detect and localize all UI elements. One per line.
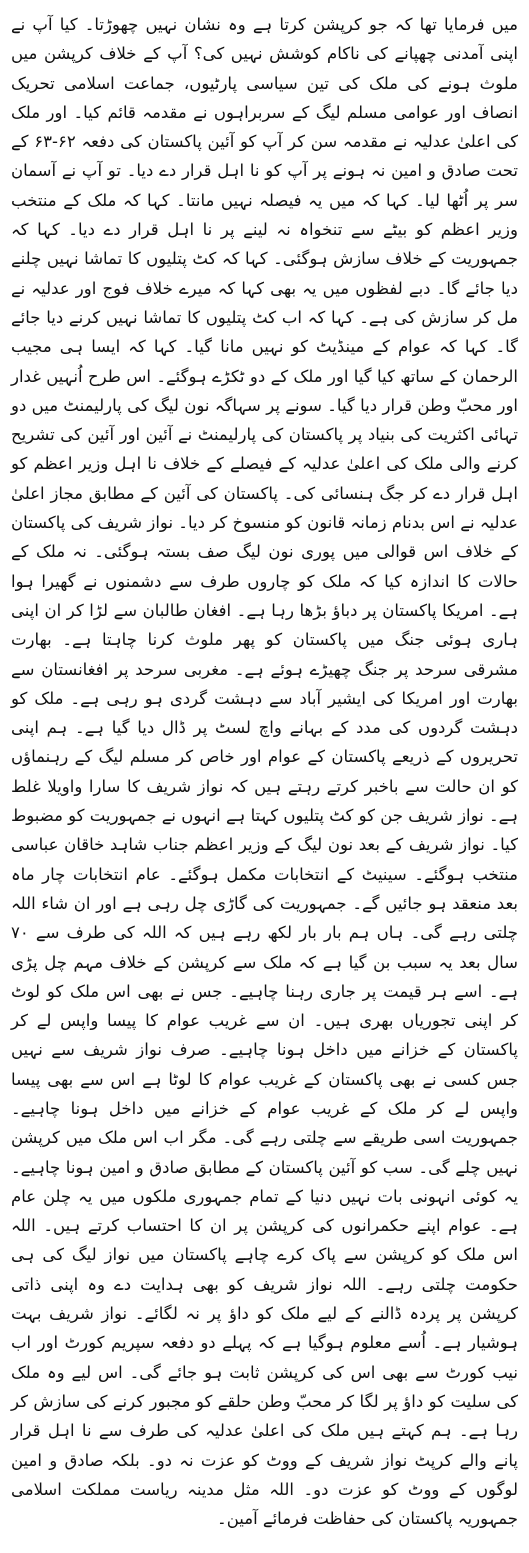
article-body: میں فرمایا تھا کہ جو کرپشن کرتا ہے وہ نشان نہیں چھوڑتا۔ کیا آپ نے اپنی آمدنی چھپانے کی ناکام کوشش نہیں کی؟ آپ کے خلاف کرپشن میں ملوث ہونے کی ملک کی تین سیاسی پارٹیوں، جماعت اسلامی تحریک انصاف اور عوامی مسلم لیگ کے سربراہوں نے مقدمہ قائم کیا۔ اور ملک کی اعلیٰ عدلیہ نے مقدمہ سن کر آپ کو آئین پاکستان کی دفعہ ۶۲-۶۳ کے تحت صادق و امین نہ ہونے پر آپ کو نا اہل قرار دے دیا۔ تو آپ نے آسمان سر پر اُٹھا لیا۔ کہا کہ میں یہ فیصلہ نہیں مانتا۔ کہا کہ ملک کے منتخب وزیر اعظم کو بیٹے سے تنخواہ نہ لینے پر نا اہل قرار دے دیا۔ کہا کہ جمہوریت کے خلاف سازش ہوگئی۔ کہا کہ کٹ پتلیوں کا تماشا نہیں چلنے دیا جائے گا۔ دبے لفظوں میں یہ بھی کہا کہ میرے خلاف فوج اور عدلیہ نے مل کر سازش کی ہے۔ کہا کہ اب کٹ پتلیوں کا تماشا نہیں کرنے دیا جائے گا۔ کہا کہ عوام کے مینڈیٹ کو نہیں مانا گیا۔ کہا کہ ایسا ہی مجیب الرحمان کے ساتھ کیا گیا اور ملک کے دو ٹکڑے ہوگئے۔ اس طرح اُنہیں غدار اور محبّ وطن قرار دیا گیا۔ سونے پر سہاگہ نون لیگ کی پارلیمنٹ میں دو تہائی اکثریت کی بنیاد پر پاکستان کی پارلیمنٹ نے آئین اور آئین کی تشریح کرنے والی ملک کی اعلیٰ عدلیہ کے فیصلے کے خلاف نا اہل وزیر اعظم کو اہل قرار دے کر جگ ہنسائی کی۔ پاکستان کی آئین کے مطابق مجاز اعلیٰ عدلیہ نے اس بدنام زمانہ قانون کو منسوخ کر دیا۔ نواز شریف کی پاکستان کے خلاف اس قوالی میں پوری نون لیگ صف بستہ ہوگئی۔ نہ ملک کے حالات کا اندازہ کیا کہ ملک کو چاروں طرف سے دشمنوں نے گھیرا ہوا ہے۔ امریکا پاکستان پر دباؤ بڑھا رہا ہے۔ افغان طالبان سے لڑا کر ان اپنی ہاری ہوئی جنگ میں پاکستان کو پھر ملوث کرنا چاہتا ہے۔ بھارت مشرقی سرحد پر جنگ چھیڑے ہوئے ہے۔ مغربی سرحد پر افغانستان سے بھارت اور امریکا کی ایشیر آباد سے دہشت گردی ہو رہی ہے۔ ملک کو دہشت گردوں کی مدد کے بہانے واچ لسٹ پر ڈال دیا گیا ہے۔ ہم اپنی تحریروں کے ذریعے پاکستان کے عوام اور خاص کر مسلم لیگ کے رہنماؤں کو ان حالت سے باخبر کرتے رہتے ہیں کہ نواز شریف کا سارا واویلا غلط ہے۔ نواز شریف جن کو کٹ پتلیوں کہتا ہے انہوں نے جمہوریت کو مضبوط کیا۔ نواز شریف کے بعد نون لیگ کے وزیر اعظم جناب شاہد خاقان عباسی منتخب ہوگئے۔ سینیٹ کے انتخابات مکمل ہوگئے۔ عام انتخابات چار ماہ بعد منعقد ہو جائیں گے۔ جمہوریت کی گاڑی چل رہی ہے اور ان شاء اللہ چلتی رہے گی۔ ہاں ہم بار بار لکھ رہے ہیں کہ اللہ کی طرف سے ۷۰ سال بعد یہ سبب بن گیا ہے کہ ملک سے کرپشن کے خلاف مہم چل پڑی ہے۔ اسے ہر قیمت پر جاری رہنا چاہیے۔ جس نے بھی اس ملک کو لوٹ کر اپنی تجوریاں بھری ہیں۔ ان سے غریب عوام کا پیسا واپس لے کر پاکستان کے خزانے میں داخل ہونا چاہیے۔ صرف نواز شریف سے نہیں جس کسی نے بھی پاکستان کے غریب عوام کا لوٹا ہے اس سے بھی پیسا واپس لے کر ملک کے غریب عوام کے خزانے میں داخل ہونا چاہیے۔ جمہوریت اسی طریقے سے چلتی رہے گی۔ مگر اب اس ملک میں کرپشن نہیں چلے گی۔ سب کو آئین پاکستان کے مطابق صادق و امین ہونا چاہیے۔ یہ کوئی انہونی بات نہیں دنیا کے تمام جمہوری ملکوں میں یہ چلن عام ہے۔ عوام اپنے حکمرانوں کی کرپشن پر ان کا احتساب کرتے ہیں۔ اللہ اس ملک کو کرپشن سے پاک کرے چاہے پاکستان میں نواز لیگ کی ہی حکومت چلتی رہے۔ اللہ نواز شریف کو بھی ہدایت دے وہ اپنی ذاتی کرپشن پر پردہ ڈالنے کے لیے ملک کو داؤ پر نہ لگائے۔ نواز شریف بہت ہوشیار ہے۔ اُسے معلوم ہوگیا ہے کہ پہلے دو دفعہ سپریم کورٹ اور اب نیب کورٹ سے بھی اس کی کرپشن ثابت ہو جائے گی۔ اس لیے وہ ملک کی سلیت کو داؤ پر لگا کر محبّ وطن حلقے کو مجبور کرنے کی سازش کر رہا ہے۔ ہم کہتے ہیں ملک کی اعلیٰ عدلیہ کی طرف سے نا اہل قرار پانے والے کرپٹ نواز شریف کے ووٹ کو عزت نہ دو۔ بلکہ صادق و امین لوگوں کے ووٹ کو عزت دو۔ اللہ مثل مدینہ ریاست مملکت اسلامی جمہوریہ پاکستان کی حفاظت فرمائے آمین۔ [11, 15, 518, 1529]
column-end-space [11, 1533, 518, 1553]
